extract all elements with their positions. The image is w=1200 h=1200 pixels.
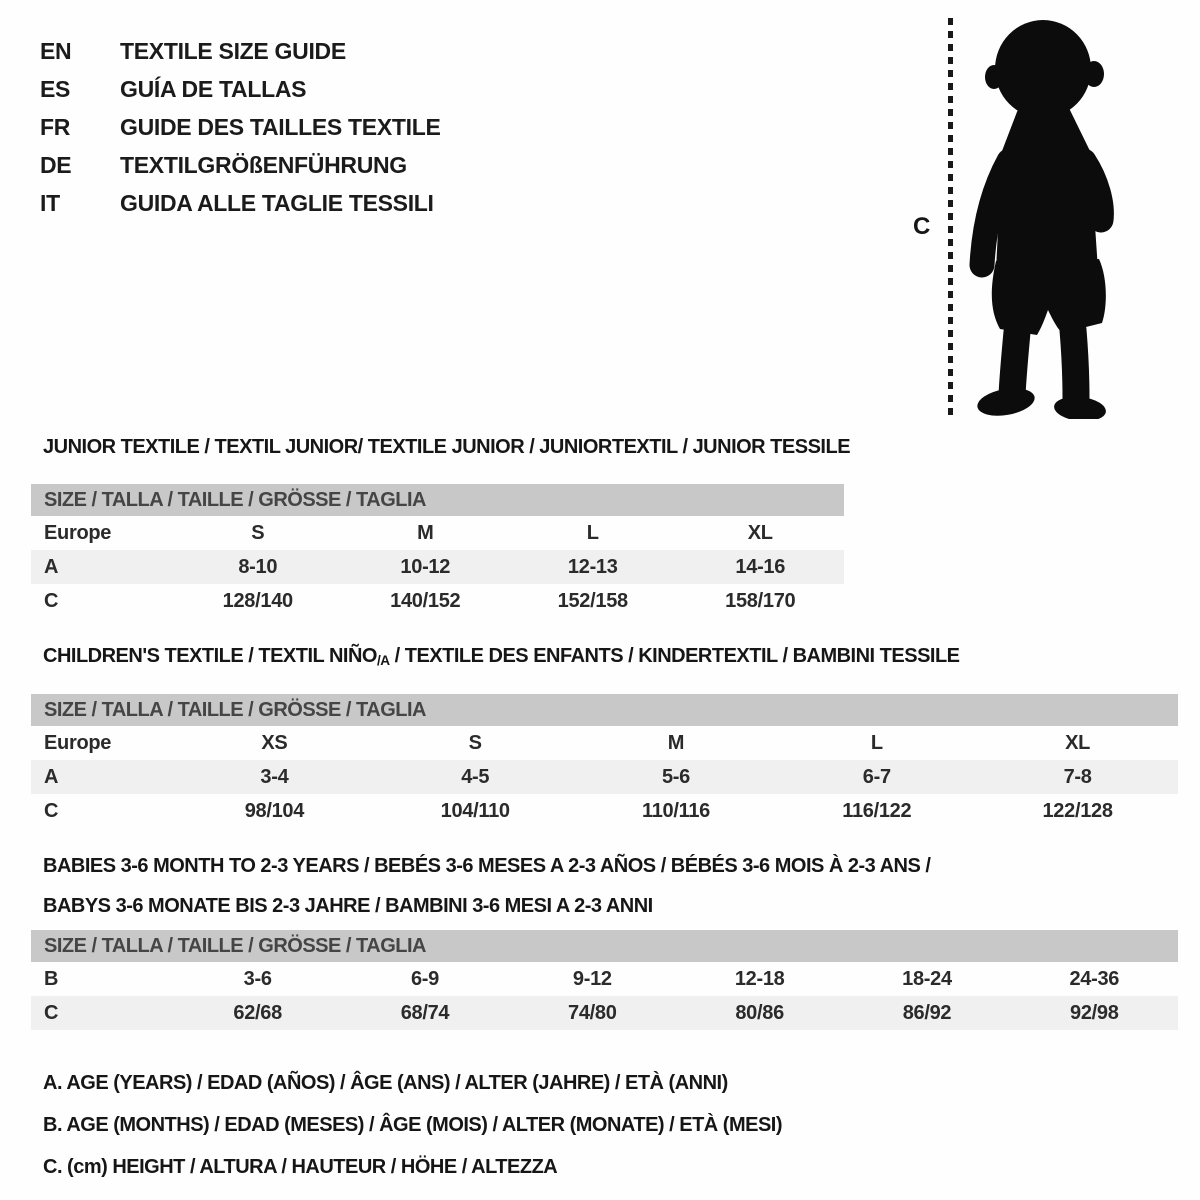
legend-line-b: B. AGE (MONTHS) / EDAD (MESES) / ÂGE (MOIS) / ALTER (MONATE) / ETÀ (MESI): [43, 1114, 783, 1136]
table-row: [31, 550, 844, 584]
table-cell: 74/80: [568, 1002, 617, 1024]
size-header-bar: SIZE / TALLA / TAILLE / GRÖSSE / TAGLIA: [31, 930, 1178, 962]
row-label: B: [44, 968, 59, 990]
babies-section-title: [43, 846, 930, 926]
table-cell: 8-10: [238, 556, 278, 578]
table-cell: 3-4: [260, 766, 289, 788]
table-row: [31, 726, 1178, 760]
table-cell: 104/110: [440, 800, 510, 822]
children-size-table: [31, 694, 1178, 828]
language-row: [40, 108, 441, 146]
children-title-subscript: /A: [376, 652, 390, 668]
table-cell: 4-5: [461, 766, 490, 788]
language-code: ES: [40, 76, 71, 102]
table-cell: XL: [747, 522, 773, 544]
size-header-bar: SIZE / TALLA / TAILLE / GRÖSSE / TAGLIA: [31, 694, 1178, 726]
table-row: [31, 996, 1178, 1030]
legend-line-c: C. (cm) HEIGHT / ALTURA / HAUTEUR / HÖHE / ALTEZZA: [43, 1156, 558, 1178]
language-code: DE: [40, 152, 72, 178]
table-cell: S: [251, 522, 265, 544]
toddler-silhouette-icon: [963, 14, 1133, 419]
table-row: [31, 516, 844, 550]
table-cell: 24-36: [1069, 968, 1120, 990]
table-cell: 68/74: [400, 1002, 450, 1024]
table-cell: 152/158: [557, 590, 628, 612]
table-cell: 7-8: [1063, 766, 1092, 788]
guide-title: TEXTILGRÖßENFÜHRUNG: [120, 152, 407, 178]
table-cell: 158/170: [725, 590, 796, 612]
junior-section-title: JUNIOR TEXTILE / TEXTIL JUNIOR/ TEXTILE JUNIOR / JUNIORTEXTIL / JUNIOR TESSILE: [43, 436, 851, 458]
babies-size-table: [31, 930, 1178, 1030]
table-cell: 116/122: [842, 800, 912, 822]
babies-title-line2: BABYS 3-6 MONATE BIS 2-3 JAHRE / BAMBINI 3-6 MESI A 2-3 ANNI: [43, 895, 653, 917]
table-cell: L: [586, 522, 599, 544]
table-row: [31, 962, 1178, 996]
table-cell: 12-13: [567, 556, 618, 578]
table-cell: 6-9: [410, 968, 439, 990]
table-cell: 122/128: [1042, 800, 1113, 822]
row-label: Europe: [44, 732, 112, 754]
language-code: FR: [40, 114, 71, 140]
table-cell: 86/92: [902, 1002, 952, 1024]
guide-title: TEXTILE SIZE GUIDE: [120, 38, 346, 64]
table-cell: 18-24: [902, 968, 952, 990]
row-label: Europe: [44, 522, 112, 544]
table-cell: 5-6: [661, 766, 690, 788]
table-row: [31, 794, 1178, 828]
table-cell: 140/152: [390, 590, 461, 612]
table-cell: 12-18: [734, 968, 785, 990]
table-cell: 80/86: [735, 1002, 784, 1024]
table-cell: S: [468, 732, 482, 754]
height-measure-label: C: [913, 213, 931, 240]
row-label: A: [44, 766, 59, 788]
row-label: A: [44, 556, 59, 578]
children-title-part: CHILDREN'S TEXTILE / TEXTIL NIÑO: [43, 645, 377, 667]
table-cell: 3-6: [243, 968, 272, 990]
table-cell: 14-16: [735, 556, 786, 578]
language-list: [40, 32, 441, 222]
table-row: [31, 760, 1178, 794]
table-cell: 62/68: [233, 1002, 282, 1024]
legend-line-a: A. AGE (YEARS) / EDAD (AÑOS) / ÂGE (ANS) / ALTER (JAHRE) / ETÀ (ANNI): [43, 1072, 728, 1094]
guide-title: GUIDA ALLE TAGLIE TESSILI: [120, 190, 434, 216]
table-cell: 128/140: [222, 590, 293, 612]
language-row: [40, 70, 441, 108]
table-cell: XS: [261, 732, 288, 754]
guide-title: GUIDE DES TAILLES TEXTILE: [120, 114, 441, 140]
size-header-bar: SIZE / TALLA / TAILLE / GRÖSSE / TAGLIA: [31, 484, 844, 516]
table-cell: 10-12: [400, 556, 451, 578]
table-cell: 98/104: [244, 800, 305, 822]
table-cell: 92/98: [1070, 1002, 1119, 1024]
babies-title-line1: BABIES 3-6 MONTH TO 2-3 YEARS / BEBÉS 3-6 MESES A 2-3 AÑOS / BÉBÉS 3-6 MOIS À 2-3 ANS /: [43, 855, 931, 877]
junior-size-table: [31, 484, 844, 618]
table-cell: 110/116: [641, 800, 710, 822]
height-measure-dashed-line: [948, 18, 953, 416]
language-row: [40, 146, 441, 184]
table-cell: M: [417, 522, 434, 544]
language-row: [40, 184, 441, 222]
table-row: [31, 584, 844, 618]
row-label: C: [44, 1002, 59, 1024]
language-row: [40, 32, 441, 70]
table-cell: L: [870, 732, 883, 754]
row-label: C: [44, 590, 59, 612]
children-section-title: [43, 645, 960, 668]
guide-title: GUÍA DE TALLAS: [120, 76, 307, 102]
table-cell: M: [667, 732, 685, 754]
language-code: IT: [40, 190, 60, 216]
measurement-legend: [43, 1062, 782, 1188]
children-title-part: / TEXTILE DES ENFANTS / KINDERTEXTIL / BAMBINI TESSILE: [389, 645, 960, 667]
table-cell: XL: [1065, 732, 1091, 754]
row-label: C: [44, 800, 59, 822]
table-cell: 6-7: [862, 766, 891, 788]
table-cell: 9-12: [572, 968, 612, 990]
language-code: EN: [40, 38, 72, 64]
